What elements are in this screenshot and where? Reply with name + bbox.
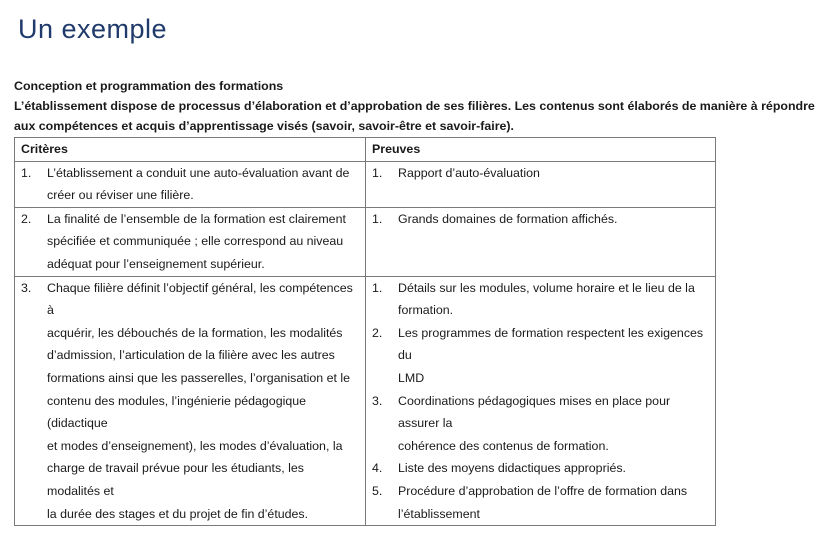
evidence-text-line: Procédure d’approbation de l’offre de formation dans (398, 483, 688, 498)
criterion-text-line: charge de travail prévue pour les étudiants, les modalités et (47, 461, 304, 498)
evidence-item (372, 480, 709, 525)
evidence-text-line: Les programmes de formation respectent les exigences du (398, 325, 704, 363)
criterion-text-line: d’admission, l’articulation de la filière avec les autres (47, 348, 335, 363)
criterion-text-line: adéquat pour l’enseignement supérieur. (47, 256, 265, 271)
section-intro-line-2: aux compétences et acquis d’apprentissage visés (savoir, savoir-être et savoir-faire). (14, 119, 514, 133)
document-content (14, 76, 815, 526)
criteria-column-header: Critères (15, 138, 366, 162)
criteria-table (14, 137, 716, 526)
evidence-item (372, 277, 709, 322)
table-header-row (15, 138, 716, 162)
evidence-item (372, 390, 709, 458)
evidence-cell (366, 161, 716, 207)
criterion-text-line: formations ainsi que les passerelles, l’organisation et le (47, 370, 351, 385)
evidence-number: 1. (372, 280, 383, 295)
section-intro-line-1: L’établissement dispose de processus d’élaboration et d’approbation de ses filières. Les contenus sont élaborés de manière à répondre (14, 99, 815, 113)
evidence-item (372, 457, 709, 480)
evidence-item (372, 208, 709, 231)
evidence-text-line: Grands domaines de formation affichés. (398, 211, 618, 226)
evidence-number: 1. (372, 211, 383, 226)
criterion-text-line: spécifiée et communiquée ; elle correspond au niveau (47, 234, 344, 249)
criterion-text-line: et modes d’enseignement), les modes d’évaluation, la (47, 438, 343, 453)
criterion-text-line: L’établissement a conduit une auto-évaluation avant de (47, 165, 350, 180)
criterion-cell (15, 161, 366, 207)
evidence-column-header: Preuves (366, 138, 716, 162)
evidence-item (372, 322, 709, 390)
criterion-number: 2. (21, 211, 32, 226)
evidence-number: 1. (372, 165, 383, 180)
criterion-text-line: contenu des modules, l’ingénierie pédagogique (didactique (47, 393, 307, 431)
criterion-text-line: acquérir, les débouchés de la formation, les modalités (47, 325, 343, 340)
evidence-cell (366, 276, 716, 526)
evidence-text-line: Détails sur les modules, volume horaire et le lieu de la (398, 280, 695, 295)
criterion-cell (15, 276, 366, 526)
evidence-number: 4. (372, 461, 383, 476)
criterion-cell (15, 207, 366, 276)
evidence-number: 3. (372, 393, 383, 408)
slide-title: Un exemple (18, 14, 168, 44)
criterion-text-line: Chaque filière définit l’objectif général, les compétences à (47, 280, 353, 318)
table-row (15, 161, 716, 207)
evidence-text-line: l’établissement (398, 506, 480, 521)
evidence-text-line: Coordinations pédagogiques mises en place pour assurer la (398, 393, 671, 431)
evidence-text-line: cohérence des contenus de formation. (398, 438, 609, 453)
evidence-text-line: LMD (398, 370, 425, 385)
table-row (15, 207, 716, 276)
evidence-text-line: Rapport d’auto-évaluation (398, 165, 540, 180)
criterion-text-line: créer ou réviser une filière. (47, 188, 194, 203)
table-row (15, 276, 716, 526)
evidence-number: 5. (372, 483, 383, 498)
section-heading: Conception et programmation des formations (14, 79, 284, 93)
criterion-text-line: La finalité de l’ensemble de la formation est clairement (47, 211, 346, 226)
evidence-text-line: formation. (398, 303, 454, 318)
evidence-number: 2. (372, 325, 383, 340)
table-body (15, 161, 716, 526)
evidence-item (372, 162, 709, 185)
evidence-text-line: Liste des moyens didactiques appropriés. (398, 461, 626, 476)
criterion-number: 3. (21, 280, 32, 295)
criterion-number: 1. (21, 165, 32, 180)
evidence-cell (366, 207, 716, 276)
criterion-text-line: la durée des stages et du projet de fin d’études. (47, 506, 309, 521)
